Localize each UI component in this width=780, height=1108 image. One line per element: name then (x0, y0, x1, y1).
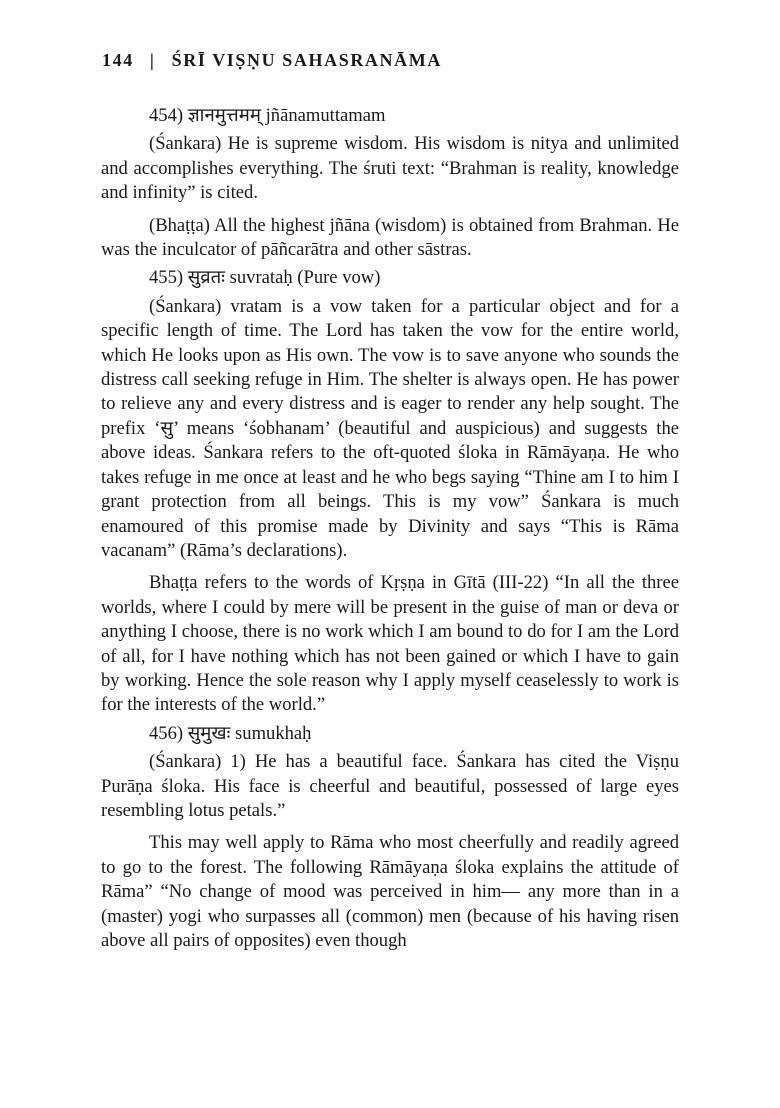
page-number: 144 (102, 50, 134, 70)
paragraph: (Śankara) He is supreme wisdom. His wisdom is nitya and unlimited and accomplishes everything. The śruti text: “Brahman is reality, knowledge and infinity” is cited. (101, 133, 679, 204)
book-title: ŚRĪ VIṢṆU SAHASRANĀMA (171, 50, 442, 70)
paragraph: Bhaṭṭa refers to the words of Kṛṣṇa in Gītā (III-22) “In all the three worlds, where I could by mere will be present in the guise of man or deva or anything I choose, there is no work which I am bound to do for I am the Lord of all, for I have nothing which has not been gained or which I have to gain by working. Hence the sole reason why I apply myself ceaselessly to work is for the interests of the world.” (101, 572, 679, 716)
entry-heading-454: 454) ज्ञानमुत्तमम् jñānamuttamam (149, 105, 386, 126)
page-body (101, 104, 679, 957)
paragraph: This may well apply to Rāma who most cheerfully and readily agreed to go to the forest. The following Rāmāyaṇa śloka explains the attitude of Rāma” “No change of mood was perceived in him— any more than in a (master) yogi who surpasses all (common) men (because of his having risen above all pairs of opposites) even though (101, 832, 679, 951)
running-header (102, 50, 442, 71)
paragraph: (Śankara) 1) He has a beautiful face. Śankara has cited the Viṣṇu Purāṇa śloka. His face is cheerful and beautiful, possessed of large eyes resembling lotus petals.” (101, 751, 679, 821)
paragraph: (Śankara) vratam is a vow taken for a particular object and for a specific length of time. The Lord has taken the vow for the entire world, which He looks upon as His own. The vow is to save anyone who sounds the distress call seeking refuge in Him. The shelter is always open. He has power to relieve any and every distress and is eager to render any help sought. The prefix ‘सु’ means ‘śobhanam’ (beautiful and auspicious) and suggests the above ideas. Śankara refers to the oft-quoted śloka in Rāmāyaṇa. He who takes refuge in me once at least and he who begs saying “Thine am I to him I grant protection from all beings. This is my vow” Śankara is much enamoured of this promise made by Divinity and says “This is Rāma vacanam” (Rāma’s declarations). (101, 295, 679, 561)
paragraph: (Bhaṭṭa) All the highest jñāna (wisdom) is obtained from Brahman. He was the inculcator of pāñcarātra and other sāstras. (101, 214, 679, 261)
entry-heading-456: 456) सुमुखः sumukhaḥ (149, 722, 312, 744)
header-separator: | (149, 50, 156, 70)
entry-heading-455: 455) सुव्रतः suvrataḥ (Pure vow) (149, 267, 381, 289)
